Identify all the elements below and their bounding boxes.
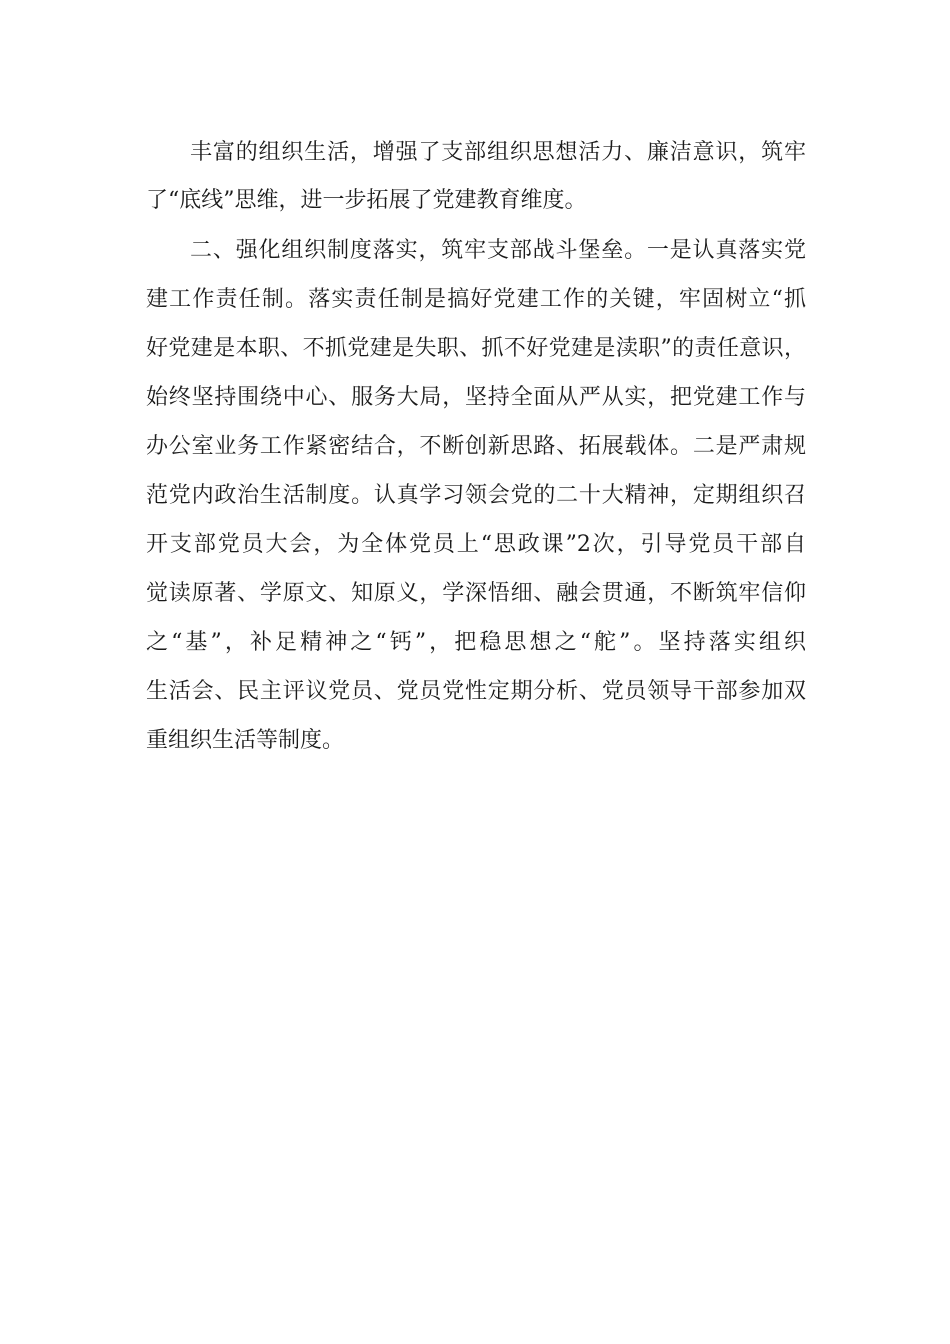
paragraph-2-line-7: 开支部党员大会，为全体党员上“思政课”2次，引导党员干部自 [146, 532, 806, 557]
paragraph-2-line-10: 生活会、民主评议党员、党员党性定期分析、党员领导干部参加双 [146, 679, 806, 704]
paragraph-2-line-6: 范党内政治生活制度。认真学习领会党的二十大精神，定期组织召 [146, 483, 806, 508]
paragraph-1-line-2: 了“底线”思维，进一步拓展了党建教育维度。 [146, 188, 587, 213]
paragraph-2-line-9: 之“基”，补足精神之“钙”，把稳思想之“舵”。坚持落实组织 [146, 630, 806, 655]
paragraph-2-line-1: 二、强化组织制度落实，筑牢支部战斗堡垒。一是认真落实党 [190, 238, 806, 263]
paragraph-1-line-1: 丰富的组织生活，增强了支部组织思想活力、廉洁意识，筑牢 [190, 140, 806, 165]
paragraph-2-line-11: 重组织生活等制度。 [146, 728, 345, 753]
paragraph-2-line-4: 始终坚持围绕中心、服务大局，坚持全面从严从实，把党建工作与 [146, 385, 806, 410]
paragraph-2-line-3: 好党建是本职、不抓党建是失职、抓不好党建是渎职”的责任意识， [146, 336, 806, 361]
paragraph-2-line-5: 办公室业务工作紧密结合，不断创新思路、拓展载体。二是严肃规 [146, 434, 806, 459]
paragraph-2-line-8: 觉读原著、学原文、知原义，学深悟细、融会贯通，不断筑牢信仰 [146, 581, 806, 606]
paragraph-2-line-2: 建工作责任制。落实责任制是搞好党建工作的关键，牢固树立“抓 [146, 287, 806, 312]
